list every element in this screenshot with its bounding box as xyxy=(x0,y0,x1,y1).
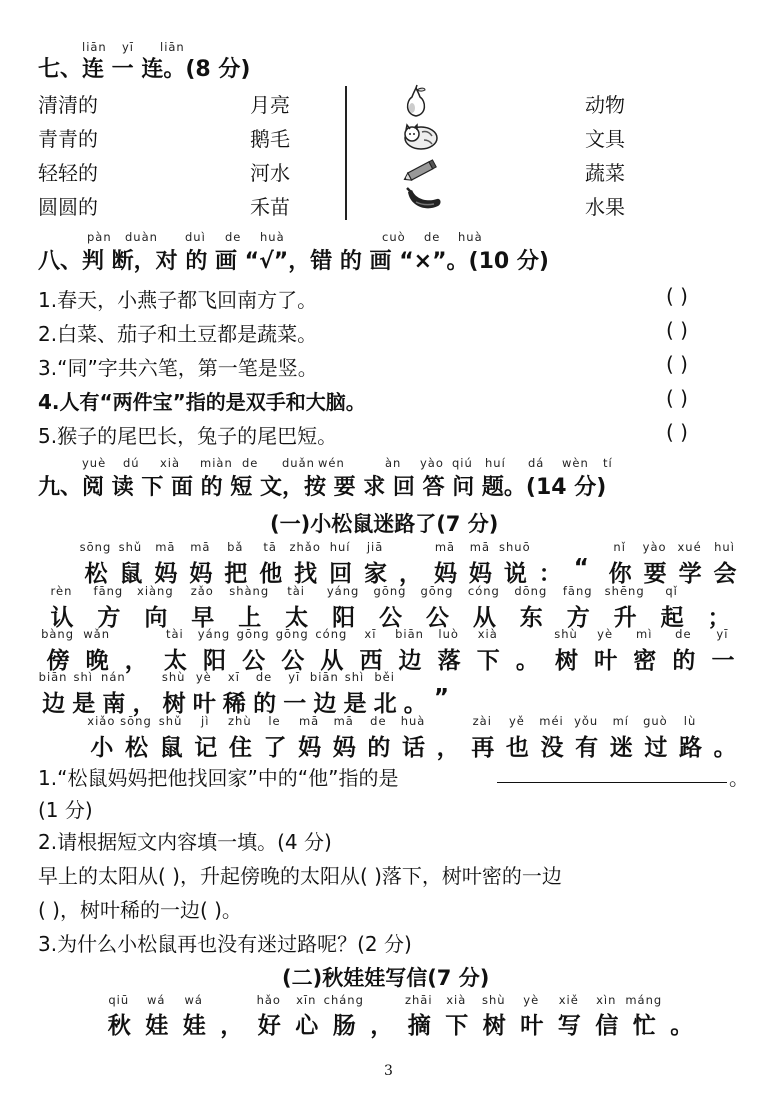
passage-char: 北 xyxy=(373,691,397,717)
passage-char: 方 xyxy=(97,605,121,631)
divider-line xyxy=(345,86,347,220)
s8-pinyin: cuò xyxy=(382,230,406,244)
judge-item-3: 3.“同”字共六笔，第一笔是竖。 xyxy=(38,356,318,380)
passage-char: 认 xyxy=(50,605,74,631)
passage-char: 他 xyxy=(259,561,283,587)
passage-char: 会 xyxy=(713,561,737,587)
passage-char: 再 xyxy=(471,735,495,761)
passage-pinyin: qǐ xyxy=(665,584,678,598)
passage-pinyin: bàng xyxy=(41,627,75,641)
passage1-title: (一)小松鼠迷路了(7 分) xyxy=(270,512,499,536)
passage2-char: 心 xyxy=(295,1013,319,1039)
mid-item-1: 月亮 xyxy=(250,93,290,117)
passage-pinyin: mā xyxy=(333,714,354,728)
passage-char: 太 xyxy=(285,605,309,631)
pear-icon xyxy=(398,84,434,120)
passage-char: 没 xyxy=(540,735,564,761)
passage-char: 边 xyxy=(42,691,66,717)
passage2-char: 下 xyxy=(445,1013,469,1039)
passage-char: 鼠 xyxy=(119,561,143,587)
passage-char: 傍 xyxy=(46,648,70,674)
passage2-char: 娃 xyxy=(182,1013,206,1039)
passage-char: 有 xyxy=(575,735,599,761)
passage-pinyin: jì xyxy=(201,714,210,728)
passage-char: 从 xyxy=(472,605,496,631)
section9-pinyin-syllable: huí xyxy=(485,456,506,470)
answer-line-1[interactable] xyxy=(497,782,727,783)
passage-pinyin: de xyxy=(255,670,273,684)
passage-char: 方 xyxy=(566,605,590,631)
passage-char: 松 xyxy=(124,735,148,761)
passage-pinyin: cóng xyxy=(315,627,348,641)
passage-pinyin: shǔ xyxy=(118,540,143,554)
passage-char: 稀 xyxy=(222,691,246,717)
passage-char: 落 xyxy=(437,648,461,674)
passage2-char: 信 xyxy=(595,1013,619,1039)
section9-pinyin-syllable: miàn xyxy=(200,456,233,470)
passage-char: ： xyxy=(538,561,562,587)
passage-pinyin: yè xyxy=(195,670,212,684)
passage-pinyin: yī xyxy=(716,627,729,641)
passage-char: “ xyxy=(573,555,589,581)
passage-char: 向 xyxy=(144,605,168,631)
s8-pinyin: duàn xyxy=(125,230,158,244)
passage2-pinyin: hǎo xyxy=(256,993,281,1007)
section9-pinyin-syllable: yuè xyxy=(82,456,107,470)
passage-char: 公 xyxy=(242,648,266,674)
passage-pinyin: biān xyxy=(395,627,424,641)
passage-pinyin: de xyxy=(675,627,692,641)
question-1: 1.“松鼠妈妈把他找回家”中的“他”指的是 xyxy=(38,766,399,790)
passage-char: 升 xyxy=(613,605,637,631)
passage-char: 妈 xyxy=(433,561,457,587)
passage-char: 的 xyxy=(672,648,696,674)
pinyin-lian1: liān xyxy=(82,40,107,54)
passage-char: 太 xyxy=(163,648,187,674)
passage-char: 过 xyxy=(644,735,668,761)
passage-pinyin: wǎn xyxy=(83,627,111,641)
passage-char: 妈 xyxy=(298,735,322,761)
judge-item-4: 4.人有“两件宝”指的是双手和大脑。 xyxy=(38,390,366,414)
passage-char: 把 xyxy=(224,561,248,587)
passage-char: 阳 xyxy=(332,605,356,631)
section9-pinyin-syllable: qiú xyxy=(452,456,473,470)
passage-char: 你 xyxy=(608,561,632,587)
question-2-line1: 早上的太阳从( )，升起傍晚的太阳从( )落下，树叶密的一边 xyxy=(38,864,562,888)
passage-char: 找 xyxy=(294,561,318,587)
passage-char: 小 xyxy=(90,735,114,761)
passage-char: 的 xyxy=(253,691,277,717)
passage-pinyin: yī xyxy=(288,670,301,684)
section9-pinyin-syllable: àn xyxy=(385,456,402,470)
passage-pinyin: cóng xyxy=(467,584,500,598)
passage-char: 早 xyxy=(191,605,215,631)
passage-pinyin: zhù xyxy=(228,714,252,728)
left-item-3: 轻轻的 xyxy=(38,161,98,185)
passage-char: 西 xyxy=(359,648,383,674)
judge-item-1: 1.春天，小燕子都飞回南方了。 xyxy=(38,288,318,312)
answer-paren-2[interactable]: ( ) xyxy=(666,318,688,342)
judge-item-2: 2.白菜、茄子和土豆都是蔬菜。 xyxy=(38,322,318,346)
passage-pinyin: xiàng xyxy=(137,584,174,598)
section9-pinyin-syllable: xià xyxy=(160,456,181,470)
passage-char: 鼠 xyxy=(159,735,183,761)
section9-title: 九、阅 读 下 面 的 短 文，按 要 求 回 答 问 题。(14 分) xyxy=(38,475,607,500)
passage-pinyin: jiā xyxy=(366,540,384,554)
passage-pinyin: běi xyxy=(374,670,395,684)
right-item-2: 文具 xyxy=(585,127,625,151)
passage-pinyin: gōng xyxy=(420,584,454,598)
left-item-2: 青青的 xyxy=(38,127,98,151)
passage-pinyin: shù xyxy=(554,627,578,641)
passage-pinyin: xī xyxy=(364,627,377,641)
passage-pinyin: bǎ xyxy=(227,540,244,554)
passage-pinyin: fāng xyxy=(562,584,593,598)
passage-pinyin: le xyxy=(268,714,281,728)
passage-char: 。 xyxy=(515,648,539,674)
passage-char: 阳 xyxy=(203,648,226,674)
passage2-pinyin: xìn xyxy=(596,993,617,1007)
section9-pinyin-syllable: wèn xyxy=(562,456,589,470)
passage-pinyin: zhǎo xyxy=(289,540,321,554)
passage-char: 公 xyxy=(425,605,449,631)
question-1-score: (1 分) xyxy=(38,798,93,822)
passage-char: 妈 xyxy=(468,561,492,587)
pinyin-yi: yī xyxy=(122,40,135,54)
passage-char: ， xyxy=(399,561,422,587)
answer-paren-5[interactable]: ( ) xyxy=(666,420,688,444)
passage-pinyin: shì xyxy=(344,670,365,684)
answer-paren-3[interactable]: ( ) xyxy=(666,352,688,376)
section7-title: 七、连 一 连。(8 分) xyxy=(38,57,251,82)
passage-pinyin: xué xyxy=(677,540,702,554)
passage2-pinyin: xīn xyxy=(296,993,317,1007)
passage-pinyin: biān xyxy=(309,670,339,684)
judge-item-5: 5.猴子的尾巴长，兔子的尾巴短。 xyxy=(38,424,338,448)
passage2-pinyin: máng xyxy=(625,993,663,1007)
passage-pinyin: yè xyxy=(597,627,614,641)
passage-char: 下 xyxy=(476,648,500,674)
passage2-pinyin: wá xyxy=(184,993,203,1007)
passage-char: 上 xyxy=(238,605,262,631)
passage-char: 学 xyxy=(678,561,702,587)
passage2-title: (二)秋娃娃写信(7 分) xyxy=(282,966,490,990)
left-item-4: 圆圆的 xyxy=(38,195,98,219)
passage-pinyin: mā xyxy=(298,714,320,728)
passage-char: 迷 xyxy=(609,735,633,761)
passage-pinyin: yào xyxy=(642,540,667,554)
answer-paren-4[interactable]: ( ) xyxy=(666,386,688,410)
passage-char: 密 xyxy=(633,648,657,674)
passage-char: 路 xyxy=(679,735,703,761)
passage-pinyin: shuō xyxy=(499,540,531,554)
passage-pinyin: yě xyxy=(508,714,525,728)
passage-char: 家 xyxy=(364,561,388,587)
passage-pinyin: sōng xyxy=(120,714,152,728)
passage-pinyin: huì xyxy=(714,540,735,554)
passage-pinyin: luò xyxy=(438,627,459,641)
passage2-char: 。 xyxy=(670,1013,694,1039)
s8-pinyin: huà xyxy=(458,230,483,244)
passage2-pinyin: wá xyxy=(147,993,166,1007)
passage-char: 树 xyxy=(162,691,186,717)
passage-char: 松 xyxy=(84,561,108,587)
passage2-char: 树 xyxy=(482,1013,506,1039)
passage-char: 话 xyxy=(402,735,425,761)
cat-icon xyxy=(400,122,440,152)
section9-pinyin-syllable: de xyxy=(242,456,259,470)
passage-pinyin: mā xyxy=(155,540,176,554)
passage2-char: 肠 xyxy=(332,1013,356,1039)
passage-char: 一 xyxy=(283,691,307,717)
passage-pinyin: de xyxy=(370,714,387,728)
passage-char: 公 xyxy=(379,605,402,631)
s8-pinyin: pàn xyxy=(87,230,112,244)
passage-pinyin: nán xyxy=(101,670,126,684)
passage-char: 。 xyxy=(713,735,737,761)
passage-char: 。 xyxy=(403,691,427,717)
passage-pinyin: shàng xyxy=(229,584,270,598)
passage-pinyin: shǔ xyxy=(158,714,183,728)
passage2-char: ， xyxy=(220,1013,244,1039)
passage2-char: 叶 xyxy=(520,1013,544,1039)
answer-paren-1[interactable]: ( ) xyxy=(666,284,688,308)
passage-pinyin: sōng xyxy=(79,540,112,554)
passage-char: 起 xyxy=(660,605,684,631)
passage-char: 晚 xyxy=(85,648,109,674)
right-item-1: 动物 xyxy=(585,93,625,117)
s8-pinyin: de xyxy=(424,230,441,244)
passage2-pinyin: yè xyxy=(523,993,540,1007)
passage-pinyin: mí xyxy=(612,714,629,728)
passage-pinyin: zǎo xyxy=(190,584,214,598)
passage-char: 叶 xyxy=(594,648,618,674)
passage-char: 边 xyxy=(398,648,422,674)
passage2-char: 忙 xyxy=(632,1013,656,1039)
passage-pinyin: fāng xyxy=(93,584,124,598)
passage-char: 要 xyxy=(643,561,667,587)
passage-pinyin: lù xyxy=(683,714,697,728)
passage-pinyin: huí xyxy=(329,540,351,554)
passage2-pinyin: shù xyxy=(481,993,506,1007)
passage2-pinyin: zhāi xyxy=(404,993,433,1007)
passage-char: 树 xyxy=(555,648,578,674)
section9-pinyin-syllable: tí xyxy=(603,456,613,470)
passage2-char: 好 xyxy=(257,1013,281,1039)
passage-pinyin: guò xyxy=(643,714,668,728)
passage-char: 南 xyxy=(102,691,126,717)
passage-char: 叶 xyxy=(192,691,216,717)
pencil-icon xyxy=(402,156,442,184)
passage-char: 妈 xyxy=(154,561,178,587)
left-item-1: 清清的 xyxy=(38,93,98,117)
right-item-3: 蔬菜 xyxy=(585,161,625,185)
passage-char: 说 xyxy=(503,561,527,587)
passage-pinyin: yáng xyxy=(197,627,231,641)
passage-pinyin: nǐ xyxy=(613,540,626,554)
mid-item-4: 禾苗 xyxy=(250,195,290,219)
eggplant-icon xyxy=(404,186,444,214)
question-2-line2: ( )，树叶稀的一边( )。 xyxy=(38,898,242,922)
passage-char: ， xyxy=(124,648,148,674)
passage-pinyin: xī xyxy=(227,670,240,684)
passage-pinyin: mì xyxy=(636,627,653,641)
passage-pinyin: xià xyxy=(477,627,498,641)
passage-pinyin: tā xyxy=(263,540,277,554)
passage-pinyin: shēng xyxy=(604,584,645,598)
passage-pinyin: mā xyxy=(434,540,456,554)
mid-item-3: 河水 xyxy=(250,161,290,185)
passage-char: 妈 xyxy=(332,735,356,761)
passage-pinyin: shù xyxy=(161,670,186,684)
question-3: 3.为什么小松鼠再也没有迷过路呢？(2 分) xyxy=(38,932,412,956)
passage-pinyin: méi xyxy=(539,714,564,728)
passage-pinyin: yǒu xyxy=(574,714,599,728)
passage-char: 记 xyxy=(194,735,218,761)
passage-char: 妈 xyxy=(189,561,213,587)
section9-pinyin-syllable: dá xyxy=(528,456,545,470)
passage-pinyin: dōng xyxy=(514,584,548,598)
passage-char: ， xyxy=(436,735,460,761)
section9-pinyin-syllable: dú xyxy=(123,456,140,470)
section9-pinyin-syllable: duǎn xyxy=(282,456,315,470)
passage-pinyin: gōng xyxy=(373,584,407,598)
passage-pinyin: gōng xyxy=(236,627,270,641)
passage-pinyin: huà xyxy=(400,714,426,728)
section9-pinyin-syllable: yào xyxy=(420,456,444,470)
passage-pinyin: mā xyxy=(190,540,211,554)
passage-pinyin: mā xyxy=(469,540,491,554)
passage2-pinyin: xiě xyxy=(558,993,579,1007)
passage2-char: 摘 xyxy=(407,1013,431,1039)
passage-char: 从 xyxy=(320,648,344,674)
page-number: 3 xyxy=(384,1063,393,1079)
passage-char: 边 xyxy=(313,691,337,717)
passage-char: ” xyxy=(433,685,450,711)
section9-pinyin-syllable: wén xyxy=(318,456,345,470)
passage2-char: 写 xyxy=(557,1013,581,1039)
section8-title: 八、判 断，对 的 画 “√”，错 的 画 “×”。(10 分) xyxy=(38,249,549,274)
passage-pinyin: tài xyxy=(287,584,306,598)
passage-char: 东 xyxy=(519,605,543,631)
passage-char: 的 xyxy=(367,735,391,761)
passage-pinyin: xiǎo xyxy=(87,714,116,728)
passage-pinyin: yáng xyxy=(326,584,360,598)
s8-pinyin: duì xyxy=(185,230,206,244)
passage-char: 住 xyxy=(228,735,252,761)
passage2-pinyin: cháng xyxy=(323,993,364,1007)
passage-char: ， xyxy=(132,691,156,717)
passage-pinyin: gōng xyxy=(275,627,309,641)
passage-char: 了 xyxy=(263,735,287,761)
question-2: 2.请根据短文内容填一填。(4 分) xyxy=(38,830,332,854)
passage-char: 是 xyxy=(343,691,367,717)
question-1-end: 。 xyxy=(729,766,749,790)
s8-pinyin: de xyxy=(225,230,242,244)
passage-char: 公 xyxy=(281,648,305,674)
s8-pinyin: huà xyxy=(260,230,285,244)
right-item-4: 水果 xyxy=(585,195,625,219)
passage-char: 也 xyxy=(505,735,529,761)
passage-char: 是 xyxy=(72,691,96,717)
passage2-pinyin: qiū xyxy=(108,993,130,1007)
passage-pinyin: rèn xyxy=(50,584,73,598)
passage2-pinyin: xià xyxy=(446,993,467,1007)
passage-pinyin: zài xyxy=(472,714,492,728)
passage-pinyin: tài xyxy=(165,627,184,641)
passage-pinyin: shì xyxy=(73,670,93,684)
pinyin-lian2: liān xyxy=(160,40,185,54)
passage-char: 回 xyxy=(329,561,353,587)
passage-char: ； xyxy=(707,605,731,631)
passage-pinyin: biān xyxy=(38,670,68,684)
passage2-char: ， xyxy=(370,1013,394,1039)
passage2-char: 娃 xyxy=(145,1013,169,1039)
passage-char: 一 xyxy=(711,648,735,674)
passage2-char: 秋 xyxy=(107,1013,131,1039)
mid-item-2: 鹅毛 xyxy=(250,127,290,151)
